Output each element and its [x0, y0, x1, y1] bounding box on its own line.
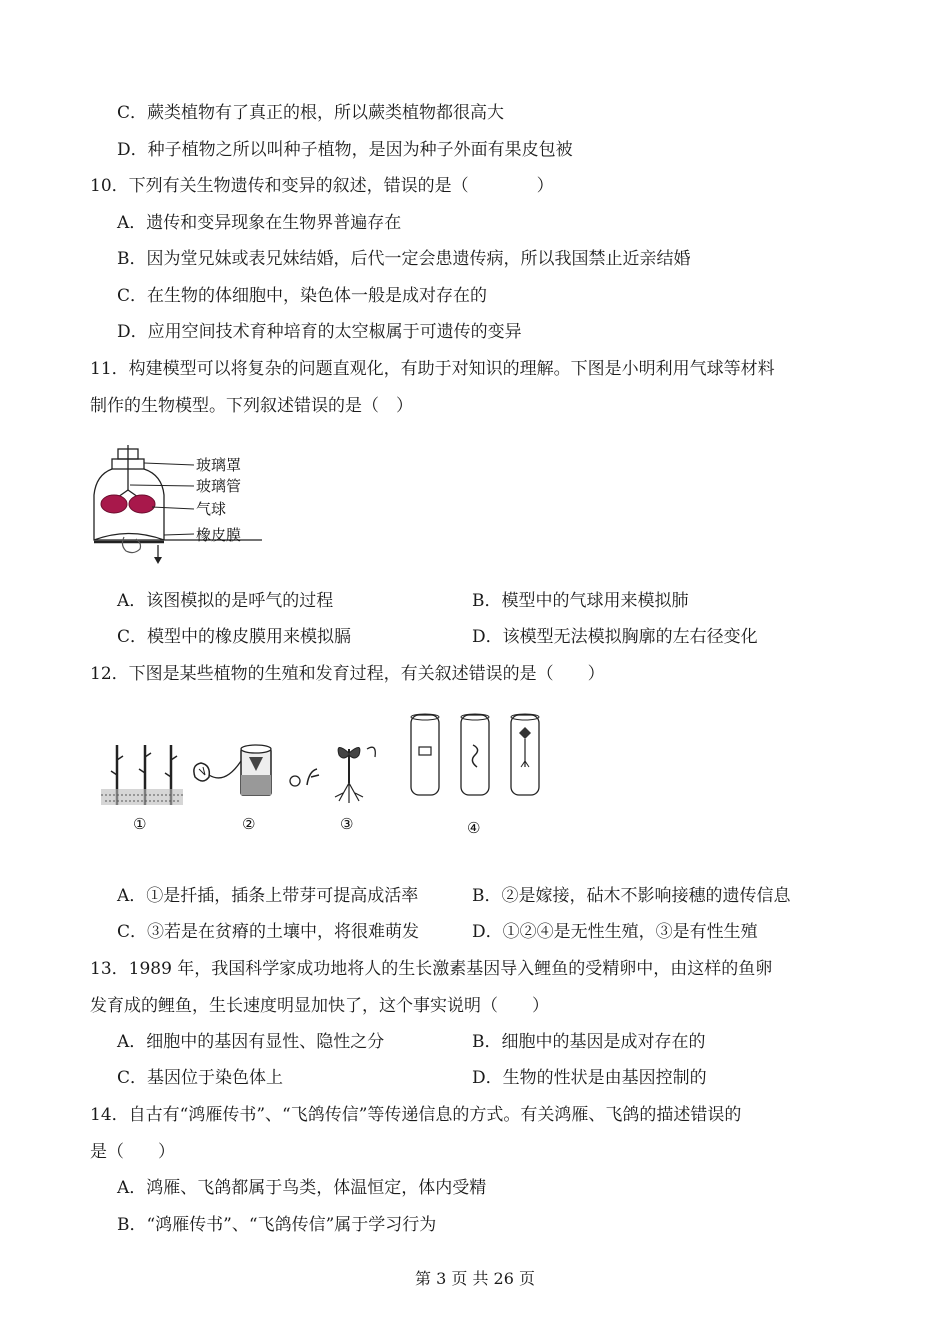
- q11-stem-line2: 制作的生物模型。下列叙述错误的是（ ）: [90, 396, 413, 416]
- q14-option-b: B．“鸿雁传书”、“飞鸽传信”属于学习行为: [117, 1215, 437, 1235]
- label-balloon: 气球: [196, 500, 227, 518]
- q10-stem: 10．下列有关生物遗传和变异的叙述，错误的是（ ）: [90, 176, 554, 196]
- q12-option-c: C．③若是在贫瘠的土壤中，将很难萌发: [117, 922, 420, 942]
- q10-option-c: C．在生物的体细胞中，染色体一般是成对存在的: [117, 286, 488, 306]
- q9-option-d: D．种子植物之所以叫种子植物，是因为种子外面有果皮包被: [117, 140, 573, 160]
- label-fig-4: ④: [467, 819, 481, 837]
- label-fig-2: ②: [242, 815, 256, 833]
- page-footer: 第 3 页 共 26 页: [415, 1269, 535, 1288]
- q12-option-d: D．①②④是无性生殖，③是有性生殖: [472, 922, 758, 942]
- plant-reproduction-figure: [95, 705, 565, 845]
- q13-option-d: D．生物的性状是由基因控制的: [472, 1068, 707, 1088]
- q10-option-b: B．因为堂兄妹或表兄妹结婚，后代一定会患遗传病，所以我国禁止近亲结婚: [117, 249, 691, 269]
- cutting-illustration: [101, 745, 183, 805]
- q10-option-a: A．遗传和变异现象在生物界普遍存在: [117, 213, 402, 233]
- tissue-culture-illustration: [411, 714, 539, 795]
- q12-option-b: B．②是嫁接，砧木不影响接穗的遗传信息: [472, 886, 791, 906]
- label-glass-tube: 玻璃管: [196, 477, 242, 495]
- label-rubber-membrane: 橡皮膜: [196, 526, 242, 544]
- q11-option-c: C．模型中的橡皮膜用来模拟膈: [117, 627, 352, 647]
- q13-option-c: C．基因位于染色体上: [117, 1068, 284, 1088]
- q13-option-b: B．细胞中的基因是成对存在的: [472, 1032, 706, 1052]
- q14-option-a: A．鸿雁、飞鸽都属于鸟类，体温恒定，体内受精: [117, 1178, 487, 1198]
- q11-option-b: B．模型中的气球用来模拟肺: [472, 591, 689, 611]
- grafting-illustration: [194, 745, 271, 795]
- seedling-illustration: [290, 747, 375, 803]
- q14-stem-line1: 14．自古有“鸿雁传书”、“飞鸽传信”等传递信息的方式。有关鸿雁、飞鸽的描述错误的: [90, 1105, 742, 1125]
- q9-option-c: C．蕨类植物有了真正的根，所以蕨类植物都很高大: [117, 103, 505, 123]
- label-fig-1: ①: [133, 815, 147, 833]
- label-glass-bell: 玻璃罩: [196, 456, 242, 474]
- q11-option-a: A．该图模拟的是呼气的过程: [117, 591, 334, 611]
- lung-model-figure: [90, 445, 270, 570]
- q13-option-a: A．细胞中的基因有显性、隐性之分: [117, 1032, 385, 1052]
- q14-stem-line2: 是（ ）: [90, 1142, 175, 1162]
- q12-option-a: A．①是扦插，插条上带芽可提高成活率: [117, 886, 419, 906]
- q10-option-d: D．应用空间技术育种培育的太空椒属于可遗传的变异: [117, 322, 522, 342]
- q12-stem: 12．下图是某些植物的生殖和发育过程，有关叙述错误的是（ ）: [90, 664, 605, 684]
- q11-stem-line1: 11．构建模型可以将复杂的问题直观化，有助于对知识的理解。下图是小明利用气球等材料: [90, 359, 775, 379]
- q13-stem-line2: 发育成的鲤鱼，生长速度明显加快了，这个事实说明（ ）: [90, 996, 549, 1016]
- q13-stem-line1: 13．1989 年，我国科学家成功地将人的生长激素基因导入鲤鱼的受精卵中，由这样的鱼卵: [90, 959, 773, 979]
- label-fig-3: ③: [340, 815, 354, 833]
- q11-option-d: D．该模型无法模拟胸廓的左右径变化: [472, 627, 758, 647]
